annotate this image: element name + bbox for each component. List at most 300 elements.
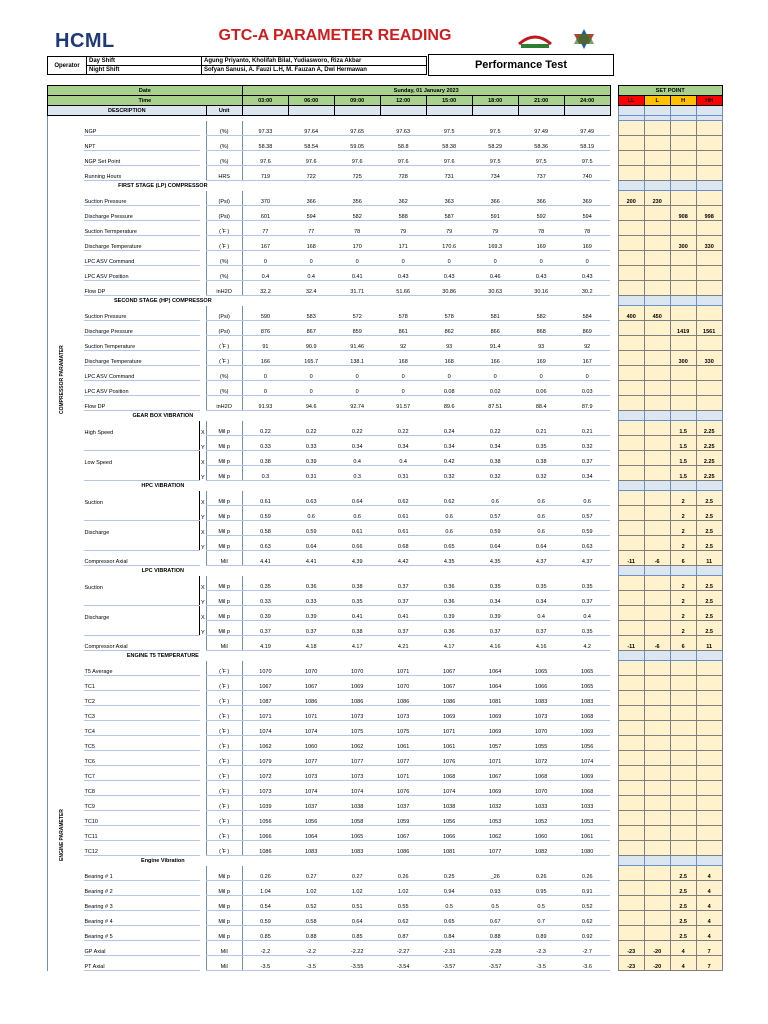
reading-cell: 0.62 <box>564 911 610 926</box>
reading-cell: 0.54 <box>242 896 288 911</box>
reading-cell: 0.34 <box>380 436 426 451</box>
spacer-cell <box>610 811 618 826</box>
spacer-cell <box>610 491 618 506</box>
reading-cell: 590 <box>242 306 288 321</box>
reading-cell: 0.57 <box>564 506 610 521</box>
section-blank <box>380 856 426 866</box>
setpoint-cell <box>644 676 670 691</box>
reading-cell: 58.38 <box>426 136 472 151</box>
unit-cell: (%) <box>206 121 242 136</box>
reading-cell: 97.6 <box>288 151 334 166</box>
parameter-name: Compressor Axial <box>84 636 200 651</box>
section-blank <box>472 181 518 191</box>
setpoint-cell <box>644 621 670 636</box>
setpoint-cell <box>618 751 644 766</box>
reading-cell: 32.4 <box>288 281 334 296</box>
parameter-name: TC8 <box>84 781 200 796</box>
reading-cell: 0.5 <box>518 896 564 911</box>
setpoint-cell <box>618 281 644 296</box>
parameter-row <box>48 881 723 896</box>
side-cell <box>48 236 84 251</box>
time-header: 09:00 <box>334 96 380 106</box>
reading-cell: 1069 <box>426 706 472 721</box>
setpoint-cell <box>696 191 722 206</box>
reading-cell: 0.51 <box>334 896 380 911</box>
time-header: 12:00 <box>380 96 426 106</box>
reading-cell: 89.6 <box>426 396 472 411</box>
side-cell <box>48 506 84 521</box>
reading-cell: 0.31 <box>288 466 334 481</box>
section-blank <box>426 481 472 491</box>
unit-cell: (Psi) <box>206 191 242 206</box>
setpoint-cell <box>696 266 722 281</box>
setpoint-cell <box>644 421 670 436</box>
axis-label <box>200 956 207 971</box>
reading-cell: -2.3 <box>518 941 564 956</box>
parameter-row <box>48 636 723 651</box>
reading-cell: 0.39 <box>242 606 288 621</box>
reading-cell: 168 <box>288 236 334 251</box>
section-blank <box>426 651 472 661</box>
reading-cell: 169 <box>518 351 564 366</box>
reading-cell: 58.29 <box>472 136 518 151</box>
setpoint-cell: 4 <box>670 941 696 956</box>
spacer-cell <box>610 306 618 321</box>
setpoint-blank <box>644 411 670 421</box>
reading-cell: 1.04 <box>242 881 288 896</box>
spacer-cell <box>610 396 618 411</box>
reading-cell: 1068 <box>564 781 610 796</box>
axis-label <box>200 551 207 566</box>
reading-cell: 0.41 <box>334 266 380 281</box>
reading-cell: 0.41 <box>380 606 426 621</box>
setpoint-blank <box>696 296 722 306</box>
reading-cell: 92 <box>564 336 610 351</box>
setpoint-cell <box>696 151 722 166</box>
setpoint-cell <box>618 421 644 436</box>
setpoint-cell <box>644 436 670 451</box>
unit-cell: ( ̊F ) <box>206 676 242 691</box>
reading-cell: 0.22 <box>334 421 380 436</box>
section-blank <box>472 296 518 306</box>
parameter-name: Suction Pressure <box>84 306 200 321</box>
reading-cell: 582 <box>334 206 380 221</box>
section-blank <box>288 566 334 576</box>
time-header: 15:00 <box>426 96 472 106</box>
reading-cell: 0.62 <box>380 491 426 506</box>
setpoint-cell: 2 <box>670 606 696 621</box>
side-cell <box>48 436 84 451</box>
setpoint-blank <box>696 106 722 116</box>
section-row <box>48 411 723 421</box>
section-blank <box>334 181 380 191</box>
description-header: DESCRIPTION <box>48 106 207 116</box>
reading-cell: 79 <box>380 221 426 236</box>
reading-cell: 1070 <box>288 661 334 676</box>
unit-cell: Mil p <box>206 506 242 521</box>
reading-cell: 1038 <box>334 796 380 811</box>
reading-cell: 0.31 <box>380 466 426 481</box>
reading-cell: 1058 <box>334 811 380 826</box>
reading-cell: 51.66 <box>380 281 426 296</box>
side-cell <box>48 926 84 941</box>
reading-cell: 1075 <box>334 721 380 736</box>
parameter-row <box>48 491 723 506</box>
parameter-row <box>48 536 723 551</box>
side-cell <box>48 676 84 691</box>
reading-cell: 0.63 <box>242 536 288 551</box>
axis-label <box>200 826 207 841</box>
reading-cell: 1069 <box>472 781 518 796</box>
reading-cell: 0.59 <box>472 521 518 536</box>
reading-cell: 79 <box>472 221 518 236</box>
reading-cell: 0.35 <box>472 576 518 591</box>
spacer-cell <box>610 911 618 926</box>
setpoint-cell <box>696 281 722 296</box>
setpoint-cell <box>618 706 644 721</box>
setpoint-cell <box>618 676 644 691</box>
section-row <box>48 296 723 306</box>
reading-cell: 0.92 <box>564 926 610 941</box>
reading-cell: 1067 <box>242 676 288 691</box>
setpoint-cell <box>618 661 644 676</box>
reading-cell: 0.46 <box>472 266 518 281</box>
parameter-name <box>84 591 200 606</box>
setpoint-cell <box>618 811 644 826</box>
parameter-row <box>48 351 723 366</box>
setpoint-cell <box>670 166 696 181</box>
reading-cell: 578 <box>380 306 426 321</box>
side-cell <box>48 451 84 466</box>
reading-cell: 0.39 <box>472 606 518 621</box>
reading-cell: 1067 <box>426 661 472 676</box>
reading-cell: 0.43 <box>518 266 564 281</box>
setpoint-cell: 2 <box>670 506 696 521</box>
reading-cell: 0.38 <box>334 621 380 636</box>
reading-cell: 58.36 <box>518 136 564 151</box>
setpoint-cell: 1.5 <box>670 436 696 451</box>
reading-cell: 170 <box>334 236 380 251</box>
reading-cell: 0.4 <box>564 606 610 621</box>
reading-cell: 0.38 <box>242 451 288 466</box>
reading-cell: 0 <box>288 251 334 266</box>
reading-cell: 0.35 <box>518 436 564 451</box>
spacer-cell <box>610 896 618 911</box>
parameter-name: Bearing # 3 <box>84 896 200 911</box>
setpoint-cell <box>696 706 722 721</box>
unit-cell: ( ̊F ) <box>206 236 242 251</box>
setpoint-cell: 2.5 <box>670 881 696 896</box>
parameter-row <box>48 121 723 136</box>
setpoint-cell <box>618 691 644 706</box>
time-row <box>48 96 723 106</box>
unit-cell: Mil <box>206 551 242 566</box>
axis-label <box>200 676 207 691</box>
parameter-row <box>48 136 723 151</box>
setpoint-blank <box>618 481 644 491</box>
setpoint-cell <box>670 366 696 381</box>
setpoint-col-header: L <box>644 96 670 106</box>
reading-cell: 1066 <box>242 826 288 841</box>
reading-cell: 876 <box>242 321 288 336</box>
reading-cell: 0.22 <box>242 421 288 436</box>
section-blank <box>518 411 564 421</box>
setpoint-cell <box>670 381 696 396</box>
spacer-cell <box>610 856 618 866</box>
reading-cell: 4.18 <box>288 636 334 651</box>
setpoint-cell <box>644 881 670 896</box>
spacer-cell <box>610 676 618 691</box>
parameter-row <box>48 466 723 481</box>
axis-label <box>200 166 207 181</box>
reading-cell: 77 <box>288 221 334 236</box>
setpoint-cell: 2.5 <box>670 866 696 881</box>
reading-cell: -2.22 <box>334 941 380 956</box>
reading-cell: 1070 <box>518 781 564 796</box>
side-cell <box>48 281 84 296</box>
reading-cell: 0.43 <box>380 266 426 281</box>
reading-cell: 1076 <box>426 751 472 766</box>
setpoint-cell: 7 <box>696 956 722 971</box>
spacer-cell <box>610 351 618 366</box>
reading-cell: 1071 <box>380 661 426 676</box>
reading-cell: 1064 <box>288 826 334 841</box>
setpoint-cell <box>618 236 644 251</box>
parameter-name: TC12 <box>84 841 200 856</box>
reading-cell: 0.22 <box>288 421 334 436</box>
setpoint-blank <box>670 651 696 661</box>
reading-cell: 0.08 <box>426 381 472 396</box>
setpoint-cell: 4 <box>696 866 722 881</box>
side-cell <box>48 896 84 911</box>
section-blank <box>472 856 518 866</box>
setpoint-cell: 11 <box>696 636 722 651</box>
section-blank <box>334 411 380 421</box>
spacer-cell <box>610 191 618 206</box>
parameter-row <box>48 381 723 396</box>
setpoint-blank <box>644 856 670 866</box>
setpoint-cell: 6 <box>670 551 696 566</box>
axis-label <box>200 796 207 811</box>
section-blank <box>472 411 518 421</box>
spacer-cell <box>610 576 618 591</box>
spacer-cell <box>610 96 618 106</box>
reading-cell: 583 <box>288 306 334 321</box>
parameter-name: Bearing # 4 <box>84 911 200 926</box>
section-blank <box>288 856 334 866</box>
setpoint-cell: 2 <box>670 591 696 606</box>
axis-label <box>200 751 207 766</box>
setpoint-cell <box>618 266 644 281</box>
setpoint-cell <box>644 751 670 766</box>
spacer-cell <box>610 366 618 381</box>
reading-cell: _26 <box>472 866 518 881</box>
parameter-name: Suction Pressure <box>84 191 200 206</box>
reading-cell: 0.37 <box>288 621 334 636</box>
reading-cell: 1070 <box>242 661 288 676</box>
reading-cell: 1073 <box>288 766 334 781</box>
setpoint-cell: 1.5 <box>670 466 696 481</box>
parameter-name: T5 Average <box>84 661 200 676</box>
setpoint-cell <box>618 896 644 911</box>
setpoint-cell <box>670 266 696 281</box>
reading-cell: 1037 <box>380 796 426 811</box>
reading-cell: 30.16 <box>518 281 564 296</box>
reading-cell: 0 <box>564 366 610 381</box>
reading-cell: 58.38 <box>242 136 288 151</box>
reading-cell: 0.37 <box>518 621 564 636</box>
reading-cell: 1064 <box>472 661 518 676</box>
reading-cell: 87.9 <box>564 396 610 411</box>
setpoint-cell <box>618 251 644 266</box>
partner-logo <box>515 30 555 50</box>
reading-cell: 1080 <box>564 841 610 856</box>
reading-cell: 1071 <box>380 766 426 781</box>
axis-label <box>200 336 207 351</box>
section-blank <box>472 566 518 576</box>
spacer-cell <box>610 651 618 661</box>
reading-cell: 1062 <box>472 826 518 841</box>
reading-cell: 1.02 <box>288 881 334 896</box>
reading-cell: 0 <box>518 366 564 381</box>
setpoint-cell <box>696 766 722 781</box>
setpoint-cell <box>618 926 644 941</box>
day-shift-names: Agung Priyanto, Kholifah Bilal, Yudiasworo, Riza Akbar <box>202 57 427 66</box>
reading-cell: 0.36 <box>426 621 472 636</box>
setpoint-cell <box>618 396 644 411</box>
setpoint-cell: 2 <box>670 621 696 636</box>
setpoint-cell: 2.5 <box>696 536 722 551</box>
setpoint-cell <box>618 336 644 351</box>
unit-cell: Mil <box>206 956 242 971</box>
reading-cell: 1083 <box>518 691 564 706</box>
axis-label <box>200 706 207 721</box>
setpoint-cell <box>644 811 670 826</box>
axis-label <box>200 811 207 826</box>
side-cell <box>48 366 84 381</box>
reading-cell: 1074 <box>564 751 610 766</box>
setpoint-cell <box>618 136 644 151</box>
reading-cell: 92 <box>380 336 426 351</box>
reading-cell: 1069 <box>564 721 610 736</box>
side-cell <box>48 651 84 661</box>
reading-cell: -3.5 <box>288 956 334 971</box>
setpoint-cell <box>618 451 644 466</box>
reading-cell: 0.03 <box>564 381 610 396</box>
setpoint-cell: 11 <box>696 551 722 566</box>
reading-cell: 722 <box>288 166 334 181</box>
reading-cell: 0.39 <box>288 451 334 466</box>
spacer-cell <box>610 591 618 606</box>
axis-label: Y <box>200 466 207 481</box>
reading-cell: 1070 <box>380 676 426 691</box>
setpoint-cell <box>670 826 696 841</box>
reading-cell: 366 <box>288 191 334 206</box>
reading-cell: 138.1 <box>334 351 380 366</box>
reading-cell: -3.57 <box>472 956 518 971</box>
setpoint-cell <box>618 621 644 636</box>
unit-cell: ( ̊F ) <box>206 221 242 236</box>
reading-cell: 1077 <box>334 751 380 766</box>
setpoint-cell <box>618 351 644 366</box>
reading-cell: 0.85 <box>242 926 288 941</box>
reading-cell: 366 <box>518 191 564 206</box>
reading-cell: 0.33 <box>288 436 334 451</box>
reading-cell: 0.61 <box>380 506 426 521</box>
setpoint-cell <box>696 306 722 321</box>
reading-cell: 0.67 <box>472 911 518 926</box>
section-blank <box>334 481 380 491</box>
setpoint-cell: 2 <box>670 491 696 506</box>
reading-cell: 0 <box>288 366 334 381</box>
unit-cell: ( ̊F ) <box>206 826 242 841</box>
reading-cell: 1071 <box>288 706 334 721</box>
setpoint-cell <box>670 691 696 706</box>
parameter-name: NGP <box>84 121 200 136</box>
spacer-cell <box>610 661 618 676</box>
reading-cell: 0.26 <box>518 866 564 881</box>
reading-cell: 0.52 <box>288 896 334 911</box>
parameter-row <box>48 521 723 536</box>
side-cell <box>48 411 84 421</box>
reading-cell: 0.39 <box>426 606 472 621</box>
reading-cell: 0.24 <box>426 421 472 436</box>
unit-cell: Mil p <box>206 421 242 436</box>
parameter-name: LPC ASV Command <box>84 366 200 381</box>
setpoint-cell: 300 <box>670 236 696 251</box>
setpoint-cell: 1419 <box>670 321 696 336</box>
section-blank <box>426 411 472 421</box>
reading-cell: 1056 <box>242 811 288 826</box>
reading-cell: -3.5 <box>242 956 288 971</box>
unit-cell: Mil p <box>206 466 242 481</box>
axis-label <box>200 841 207 856</box>
unit-cell: ( ̊F ) <box>206 736 242 751</box>
company-logo: HCML <box>55 30 115 52</box>
axis-label <box>200 266 207 281</box>
reading-cell: 0.34 <box>334 436 380 451</box>
reading-cell: -2.2 <box>288 941 334 956</box>
spacer-cell <box>610 106 618 116</box>
setpoint-blank <box>644 106 670 116</box>
unit-cell: Mil p <box>206 591 242 606</box>
reading-cell: 1071 <box>242 706 288 721</box>
reading-cell: -2.31 <box>426 941 472 956</box>
parameter-row <box>48 336 723 351</box>
reading-cell: 0.22 <box>380 421 426 436</box>
setpoint-blank <box>618 411 644 421</box>
parameter-row <box>48 811 723 826</box>
axis-label <box>200 151 207 166</box>
setpoint-cell <box>644 281 670 296</box>
reading-cell: 0.62 <box>426 491 472 506</box>
reading-cell: -3.57 <box>426 956 472 971</box>
side-cell <box>48 191 84 206</box>
unit-cell: ( ̊F ) <box>206 811 242 826</box>
setpoint-cell <box>618 166 644 181</box>
unit-cell: ( ̊F ) <box>206 796 242 811</box>
axis-label <box>200 396 207 411</box>
axis-label <box>200 306 207 321</box>
section-blank <box>564 566 610 576</box>
reading-cell: 0.88 <box>472 926 518 941</box>
star-logo <box>562 28 606 50</box>
reading-cell: 97.33 <box>242 121 288 136</box>
setpoint-blank <box>644 651 670 661</box>
reading-cell: 97.5 <box>518 151 564 166</box>
reading-cell: 0.38 <box>518 451 564 466</box>
setpoint-cell: 2.5 <box>696 506 722 521</box>
